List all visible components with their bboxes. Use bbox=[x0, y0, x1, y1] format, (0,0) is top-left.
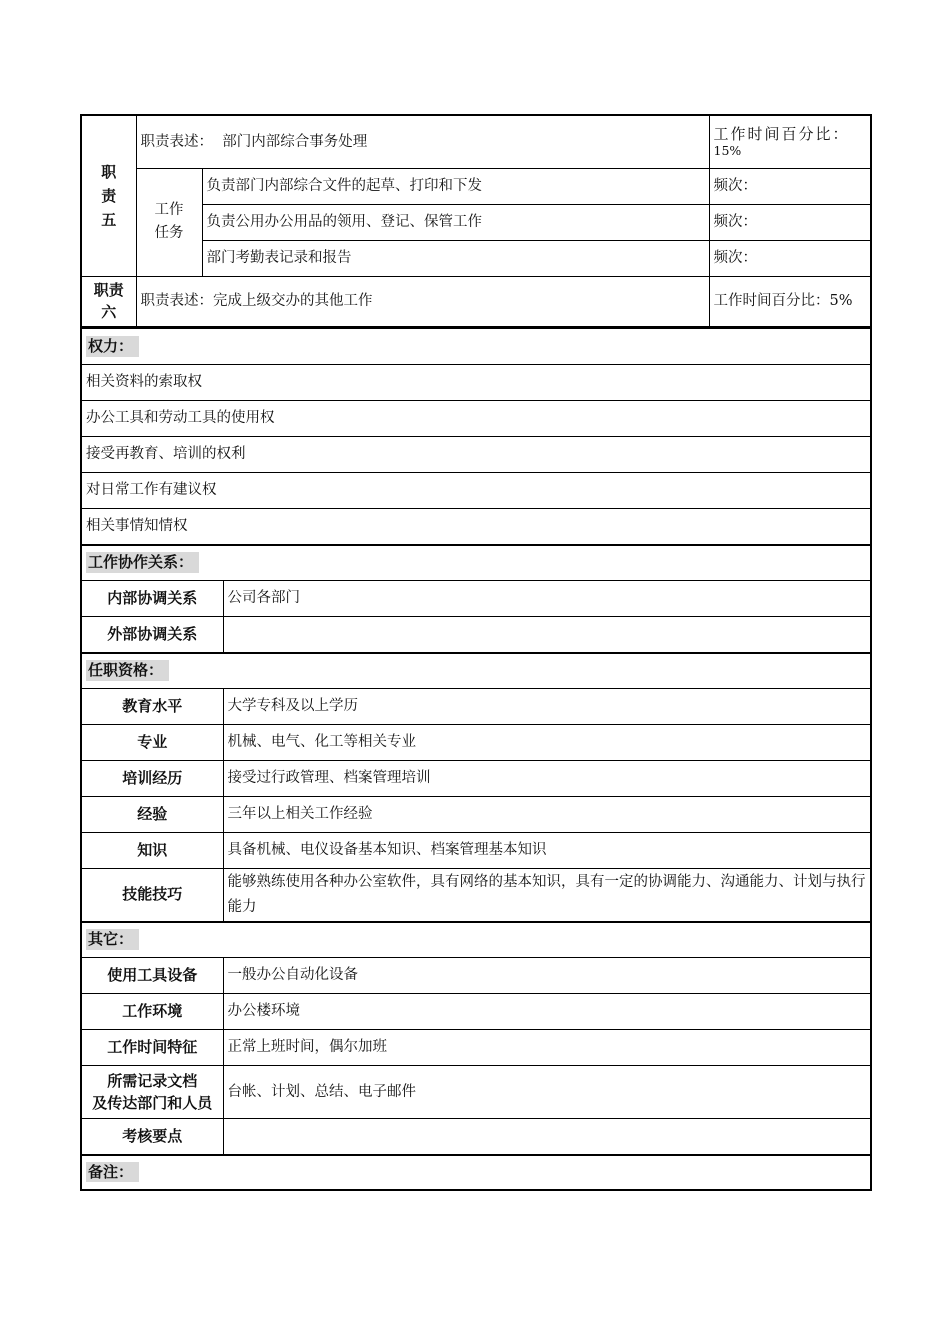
rights-item: 接受再教育、培训的权利 bbox=[81, 437, 871, 473]
duty5-task-2: 负责公用办公用品的领用、登记、保管工作 bbox=[202, 204, 709, 240]
others-value bbox=[223, 1119, 871, 1155]
qualification-value: 接受过行政管理、档案管理培训 bbox=[223, 761, 871, 797]
rights-item: 相关事情知情权 bbox=[81, 509, 871, 545]
duty5-label: 职 责 五 bbox=[81, 115, 136, 276]
qualifications-header: 任职资格： bbox=[81, 653, 871, 689]
duties-table bbox=[80, 114, 872, 328]
others-value: 正常上班时间，偶尔加班 bbox=[223, 1030, 871, 1066]
duty5-time-value: 15% bbox=[713, 143, 742, 159]
duty5-task-1-freq: 频次： bbox=[709, 168, 871, 204]
others-value: 办公楼环境 bbox=[223, 994, 871, 1030]
duty6-label: 职责 六 bbox=[81, 276, 136, 327]
others-label: 工作时间特征 bbox=[81, 1030, 223, 1066]
qualification-value: 大学专科及以上学历 bbox=[223, 689, 871, 725]
qualification-label: 知识 bbox=[81, 833, 223, 869]
qualification-value: 机械、电气、化工等相关专业 bbox=[223, 725, 871, 761]
details-table bbox=[80, 328, 872, 1191]
cooperation-header: 工作协作关系： bbox=[81, 545, 871, 581]
qualification-label: 专业 bbox=[81, 725, 223, 761]
cooperation-value bbox=[223, 617, 871, 653]
rights-item: 办公工具和劳动工具的使用权 bbox=[81, 401, 871, 437]
duty6-time: 工作时间百分比：5% bbox=[709, 276, 871, 327]
others-label: 工作环境 bbox=[81, 994, 223, 1030]
qualification-label: 经验 bbox=[81, 797, 223, 833]
cooperation-value: 公司各部门 bbox=[223, 581, 871, 617]
duty5-time-cell bbox=[709, 115, 871, 168]
duty5-time-label: 工作时间百分比： bbox=[713, 124, 850, 143]
others-value: 台帐、计划、总结、电子邮件 bbox=[223, 1066, 871, 1119]
others-value: 一般办公自动化设备 bbox=[223, 958, 871, 994]
qualification-label: 培训经历 bbox=[81, 761, 223, 797]
cooperation-label: 内部协调关系 bbox=[81, 581, 223, 617]
qualification-label: 技能技巧 bbox=[81, 869, 223, 922]
rights-item: 对日常工作有建议权 bbox=[81, 473, 871, 509]
qualification-label: 教育水平 bbox=[81, 689, 223, 725]
duty5-task-2-freq: 频次： bbox=[709, 204, 871, 240]
others-label: 使用工具设备 bbox=[81, 958, 223, 994]
qualification-value: 能够熟练使用各种办公室软件，具有网络的基本知识，具有一定的协调能力、沟通能力、计划与执行能力 bbox=[223, 869, 871, 922]
others-header: 其它： bbox=[81, 922, 871, 958]
others-label: 所需记录文档 及传达部门和人员 bbox=[81, 1066, 223, 1119]
others-label: 考核要点 bbox=[81, 1119, 223, 1155]
duty6-statement: 职责表述：完成上级交办的其他工作 bbox=[136, 276, 709, 327]
duty5-statement: 职责表述： 部门内部综合事务处理 bbox=[136, 115, 709, 168]
cooperation-label: 外部协调关系 bbox=[81, 617, 223, 653]
duty5-task-3-freq: 频次： bbox=[709, 240, 871, 276]
qualification-value: 三年以上相关工作经验 bbox=[223, 797, 871, 833]
rights-item: 相关资料的索取权 bbox=[81, 365, 871, 401]
duty5-task-3: 部门考勤表记录和报告 bbox=[202, 240, 709, 276]
job-description-sheet bbox=[80, 114, 870, 1191]
rights-header: 权力： bbox=[81, 329, 871, 365]
duty5-task-label: 工作 任务 bbox=[136, 168, 202, 276]
duty5-task-1: 负责部门内部综合文件的起草、打印和下发 bbox=[202, 168, 709, 204]
qualification-value: 具备机械、电仪设备基本知识、档案管理基本知识 bbox=[223, 833, 871, 869]
remarks-header: 备注： bbox=[81, 1155, 871, 1190]
